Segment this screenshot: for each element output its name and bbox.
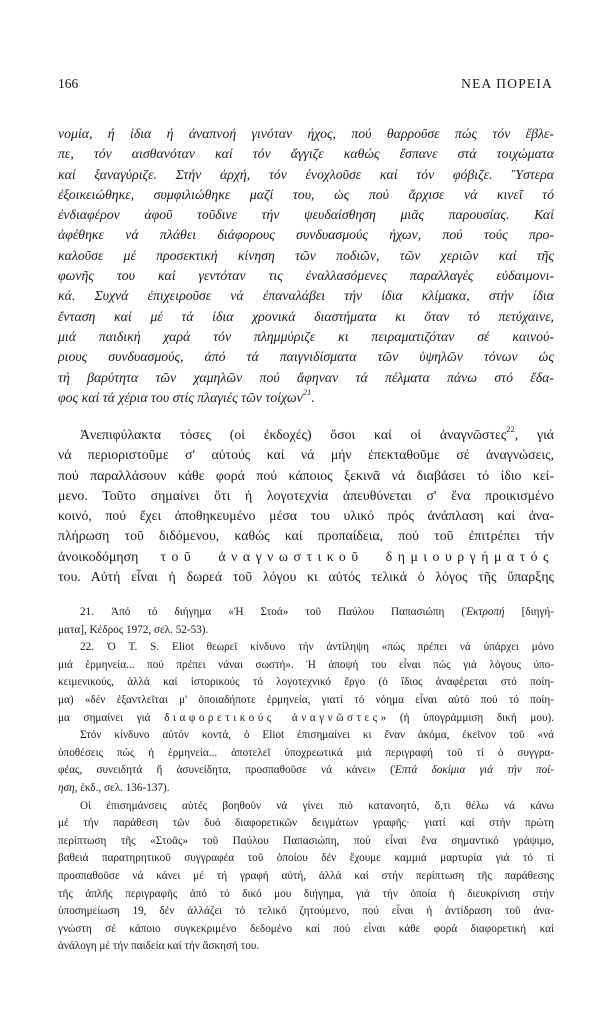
footnote-22-line: μιά ἑρμηνεία... πού πρέπει νάναι σωστή». Ἡ ἀποψή του εἶναι πώς γιά λόγους ὑπο- xyxy=(58,658,554,671)
book-title: Ἐκτροπή xyxy=(465,606,505,618)
text-line: πε, τόν αισθανόταν καί τόν ἄγγιζε καθώς ἔσπανε στά τοιχώματα xyxy=(58,146,554,162)
footnote-22-line xyxy=(58,710,554,728)
page-number: 166 xyxy=(58,76,79,91)
footnote-22-line: ὑποσημείωση 19, δέν ἀλλάζει τό τελικό ζητούμενο, πού εἶναι ἡ ἀντίδραση τοῦ ἀνα- xyxy=(58,905,554,918)
spaced-emphasis: ἀναγνωστικοῦ xyxy=(218,548,364,564)
footnote-21-line: ματα], Κέδρος 1972, σελ. 52-53). xyxy=(58,623,209,636)
text-fragment: μα σημαίνει γιά xyxy=(58,711,151,724)
footnote-21-line xyxy=(58,604,554,622)
text-line: νομία, ή ίδια ή άναπνοή γινόταν ήχος, πού θαρροῦσε πώς τόν ἔβλε- xyxy=(58,126,554,141)
text-line: μιά παιδική χαρά τόν πλημμύριζε κι πειραματιζόταν σέ καινού- xyxy=(58,328,554,344)
text-line xyxy=(58,547,554,567)
footnote-22-line: κειμενικούς, ἀλλά καί ἱστορικούς τό λογοτεχνικό ἔργο (ὁ ἴδιος ἀναφέρεται στό ποίη- xyxy=(58,676,554,689)
text-line: κοινό, πού ἔχει ἀποθηκευμένο μέσα του υλικό πρός ἀνάπλαση καί ἀνα- xyxy=(58,508,554,524)
text-line: καί ξαναγύριζε. Στήν ἀρχή, τόν ένοχλοῦσε καί τόν φόβιζε. Ὕστερα xyxy=(58,166,554,182)
footnote-22-line xyxy=(58,762,554,780)
footnote-22-line: ὑποθέσεις πώς ἡ ἑρμηνεία... ἀποτελεῖ ὑποχρεωτικά μιά περιγραφή τοῦ τί ὁ συγγρα- xyxy=(58,746,554,759)
text-fragment: φέας, συνειδητά ἤ ἀσυνείδητα, προσπαθοῦσε νά κάνει» ( xyxy=(58,764,394,777)
text-line: μενο. Τοῦτο σημαίνει ὅτι ἡ λογοτεχνία ἀπευθύνεται σ' ἕνα προικισμένο xyxy=(58,487,554,503)
text-line: ἐνδιαφέρον ἀφοῦ τοῦδινε τήν ψευδαίσθηση μιᾶς παρουσίας. Καί xyxy=(58,207,554,223)
text-line: πού παραλλάσουν κάθε φορά πού κάποιος ξεκινᾶ νά διαβάσει τό ίδιο κεί- xyxy=(58,467,554,483)
text-line: ἐξοικειώθηκε, συμφιλιώθηκε μαζί του, ὡς πού ἄρχισε νά κινεῖ τό xyxy=(58,186,554,202)
footnote-22-line: προσπαθοῦσε νά κάνει μέ τή γραφή αὐτή, ἀλλά καί στήν περίπτωση τῆς παράθεσης xyxy=(58,869,554,882)
footnote-22-line: 22. Ὁ T. S. Eliot θεωρεῖ κίνδυνο τήν ἀντίληψη «πώς πρέπει νά ὑπάρχει μόνο xyxy=(80,641,554,654)
text-fragment: Ἀνεπιφύλακτα τόσες (οἱ ἐκδοχές) ὅσοι καί οἱ ἀναγνῶστες xyxy=(80,427,507,442)
footnote-ref-21: 21 xyxy=(302,387,312,398)
footnote-22-line: Οἱ ἐπισημάνσεις αὐτές βοηθοῦν νά γίνει πιό κατανοητό, ὅ,τι θέλω νά κάνω xyxy=(80,799,554,812)
text-fragment: [διηγή- xyxy=(504,606,554,618)
text-fragment: φος καί τά χέρια του στίς πλαγιές τῶν τοίχων xyxy=(58,389,303,405)
body-paragraph xyxy=(58,425,554,587)
page-header xyxy=(58,76,553,94)
text-fragment: 21. Ἀπό τό διήγημα «Ἡ Στοά» τοῦ Παύλου Παπασιώπη ( xyxy=(80,606,466,618)
spaced-emphasis: δημιουργήματός xyxy=(385,548,554,564)
footnote-22-line: μα) «δέν ἐξαντλεῖται μ' ὁποιαδήποτε ἑρμηνεία, γιατί τό νόημα εἶναι αὐτό πού τό ποίη- xyxy=(58,693,554,706)
text-line: ἔνταση καί μέ τά ίδια χρονικά διαστήματα κι ὅταν τό πετύχαινε, xyxy=(58,308,554,324)
footnote-22-line: γνώστη σέ κάποιο συγκεκριμένο δεδομένο καί πού εἶναι κάθε φορά διαφορετική καί xyxy=(58,922,554,935)
text-fragment: » (ή ὑπογράμμιση δική μου). xyxy=(380,711,554,724)
footnotes xyxy=(58,604,554,956)
footnote-22-line: τῆς ἁπλῆς περιγραφῆς ἀπό τό δικό μου διήγημα, γιά τήν ὁποία ἡ διευκρίνιση στήν xyxy=(58,887,554,900)
spaced-emphasis: διαφορετικούς ἀναγνῶστες xyxy=(164,711,381,724)
footnote-22-line xyxy=(58,780,554,798)
book-title: ηση xyxy=(58,781,75,794)
text-line: ριους συνδυασμούς, ἀπό τά παιγνιδίσματα τῶν ὑψηλῶν τόνων ὡς xyxy=(58,349,554,365)
text-line: ἀφέθηκε νά πλάθει διάφορους συνδυασμούς ήχων, πού τούς προ- xyxy=(58,227,554,243)
text-fragment: , γιά xyxy=(514,427,554,442)
book-title: Ἑπτά δοκίμια γιά τήν ποί- xyxy=(393,764,554,777)
footnote-22-line: βαθειά παρατηρητικοῦ συγγραφέα τοῦ ὁποίου δέν ἔχουμε καμμιά μαρτυρία γιά τό τί xyxy=(58,852,554,865)
footnote-ref-22: 22 xyxy=(506,425,515,435)
text-line xyxy=(58,425,554,445)
text-line: καλοῦσε μέ προσεκτική κίνηση τῶν ποδιῶν, τῶν χεριῶν καί τῆς xyxy=(58,247,554,263)
text-fragment: ἀνοικοδόμηση xyxy=(58,548,139,564)
footnote-22-line: ἀνάλογη μέ τήν παιδεία καί τήν ἄσκησή του. xyxy=(58,940,260,953)
spaced-emphasis: τοῦ xyxy=(160,548,197,564)
text-fragment: , ἐκδ., σελ. 136-137). xyxy=(74,781,170,794)
text-line: κά. Συχνά ἐπιχειροῦσε νά ἐπαναλάβει τήν ίδια κλίμακα, στήν ίδια xyxy=(58,288,554,304)
text-line: νά περιοριστοῦμε σ' αὐτούς καί νά μήν ἐπεκταθοῦμε σέ ἀναγνώσεις, xyxy=(58,447,554,463)
text-line: φωνῆς του καί γεντόταν τις ἐναλλασόμενες παραλλαγές εὐδαιμονι- xyxy=(58,268,554,284)
running-title: ΝΕΑ ΠΟΡΕΙΑ xyxy=(461,76,553,91)
italic-quotation xyxy=(58,124,554,408)
footnote-22-line: μέ τήν παράθεση τῶν δυό διαφορετικῶν δειγμάτων γραφῆς· γιατί καί στήν πρώτη xyxy=(58,817,554,830)
text-line: τή βαρύτητα τῶν χαμηλῶν πού ἄφηναν τά πέλματα πάνω στό ἔδα- xyxy=(58,369,554,385)
text-line: φος καί τά χέρια του στίς πλαγιές τῶν τοίχων$^{21}$. xyxy=(58,387,315,405)
footnote-22-line: περίπτωση τῆς «Στοᾶς» τοῦ Παύλου Παπασιώπη, πού εἶναι ἕνα σημαντικό γράψιμο, xyxy=(58,834,554,847)
footnote-22-line: Στόν κίνδυνο αὐτόν κοντά, ὁ Eliot ἐπισημαίνει κι ἕναν ἀκόμα, ἐκεῖνον τοῦ «νά xyxy=(80,729,554,742)
text-line: του. Αὐτή εἶναι ἡ δωρεά τοῦ λόγου κι αὐτός τελικά ὁ λόγος τῆς ὕπαρξης xyxy=(58,569,554,585)
text-line: πλήρωση τοῦ διδόμενου, καθώς καί προπαίδεια, πού τοῦ ἐπιτρέπει τήν xyxy=(58,528,554,544)
